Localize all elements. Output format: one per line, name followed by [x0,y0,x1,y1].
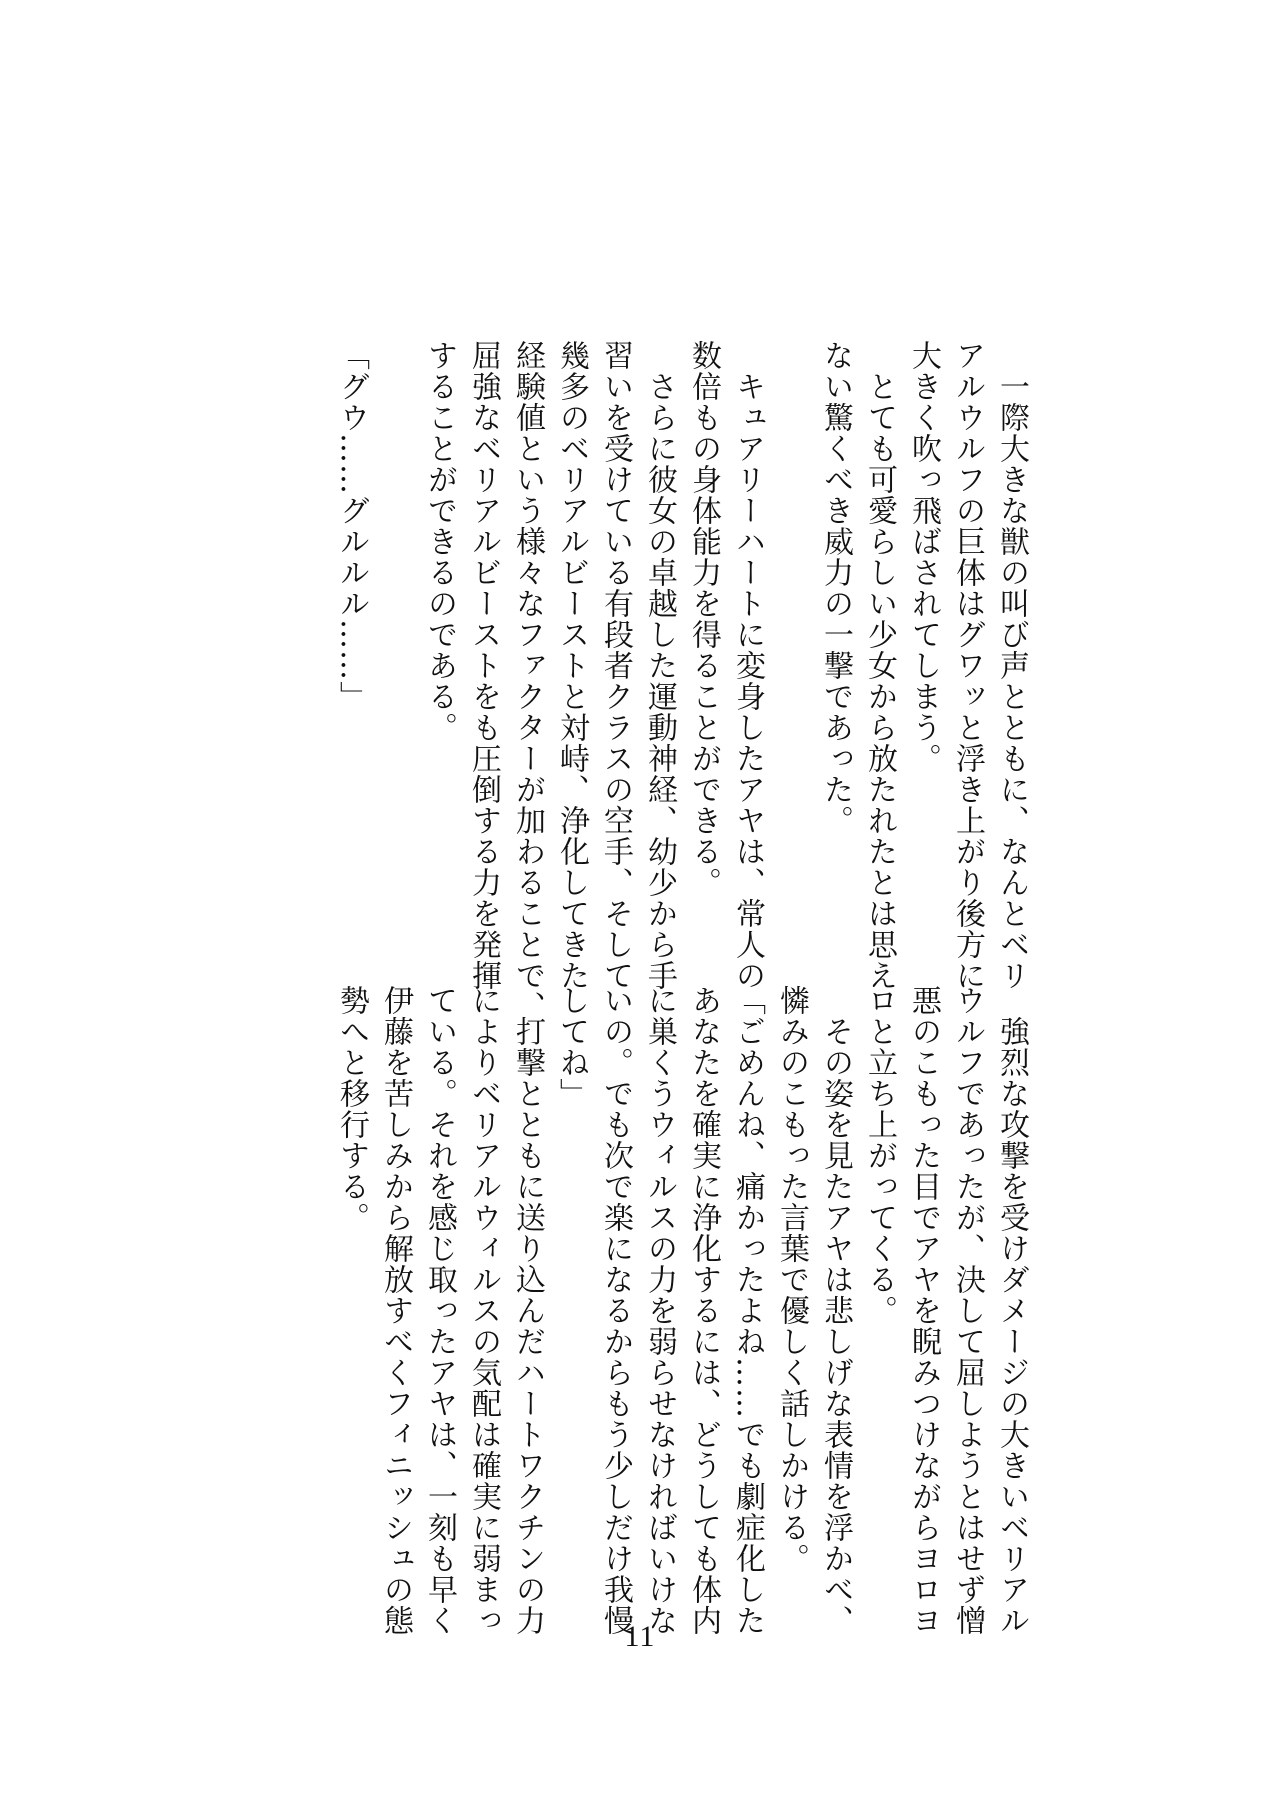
text-line: とても可愛らしい少女から放たれたとは思え [862,340,897,991]
dialogue-line: いの。でも次で楽になるからもう少しだけ我慢 [598,985,633,1636]
text-line: さらに彼女の卓越した運動神経、幼少から手 [642,340,677,991]
dialogue-line: してね」 [554,985,589,1109]
text-line: キュアリーハートに変身したアヤは、常人の [730,340,765,991]
text-line: 勢へと移行する。 [334,985,369,1233]
dialogue-line: に巣くうウィルスの力を弱らせなければいけな [642,985,677,1636]
text-line: することができるのである。 [422,340,457,743]
dialogue-line: 「ごめんね、痛かったよね……でも劇症化した [730,985,765,1636]
text-line: によりベリアルウィルスの気配は確実に弱まっ [466,985,501,1636]
blank-line [373,340,417,940]
text-line: 憐みのこもった言葉で優しく話しかける。 [774,985,809,1574]
text-line: ている。それを感じ取ったアヤは、一刻も早く [422,985,457,1636]
text-line: ウルフであったが、決して屈しようとはせず憎 [950,985,985,1636]
text-line: 大きく吹っ飛ばされてしまう。 [906,340,941,774]
text-line: ない驚くべき威力の一撃であった。 [818,340,853,836]
dialogue-line: あなたを確実に浄化するには、どうしても体内 [686,985,721,1636]
text-line: 数倍もの身体能力を得ることができる。 [686,340,721,898]
bottom-text-block [329,985,1033,1636]
blank-line [769,340,813,940]
text-line: 一際大きな獣の叫び声とともに、なんとベリ [994,340,1029,991]
dialogue-line: 「グウ……グルルル……」 [334,340,369,712]
text-line: 幾多のベリアルビーストと対峙、浄化してきた [554,340,589,991]
text-line: 経験値という様々なファクターが加わることで、 [510,340,545,1022]
text-line: 打撃とともに送り込んだハートワクチンの力 [510,985,545,1636]
text-line: アルウルフの巨体はグワッと浮き上がり後方に [950,340,985,991]
page-number: 11 [624,1620,656,1653]
top-text-block [329,340,1033,1022]
text-line: 悪のこもった目でアヤを睨みつけながらヨロヨ [906,985,941,1636]
text-line: 屈強なベリアルビーストをも圧倒する力を発揮 [466,340,501,991]
text-line: ロと立ち上がってくる。 [862,985,897,1326]
text-line: 習いを受けている有段者クラスの空手、そして [598,340,633,991]
text-line: その姿を見たアヤは悲しげな表情を浮かべ、 [818,985,853,1636]
text-line: 強烈な攻撃を受けダメージの大きいベリアル [994,985,1029,1636]
text-line: 伊藤を苦しみから解放すべくフィニッシュの態 [378,985,413,1636]
